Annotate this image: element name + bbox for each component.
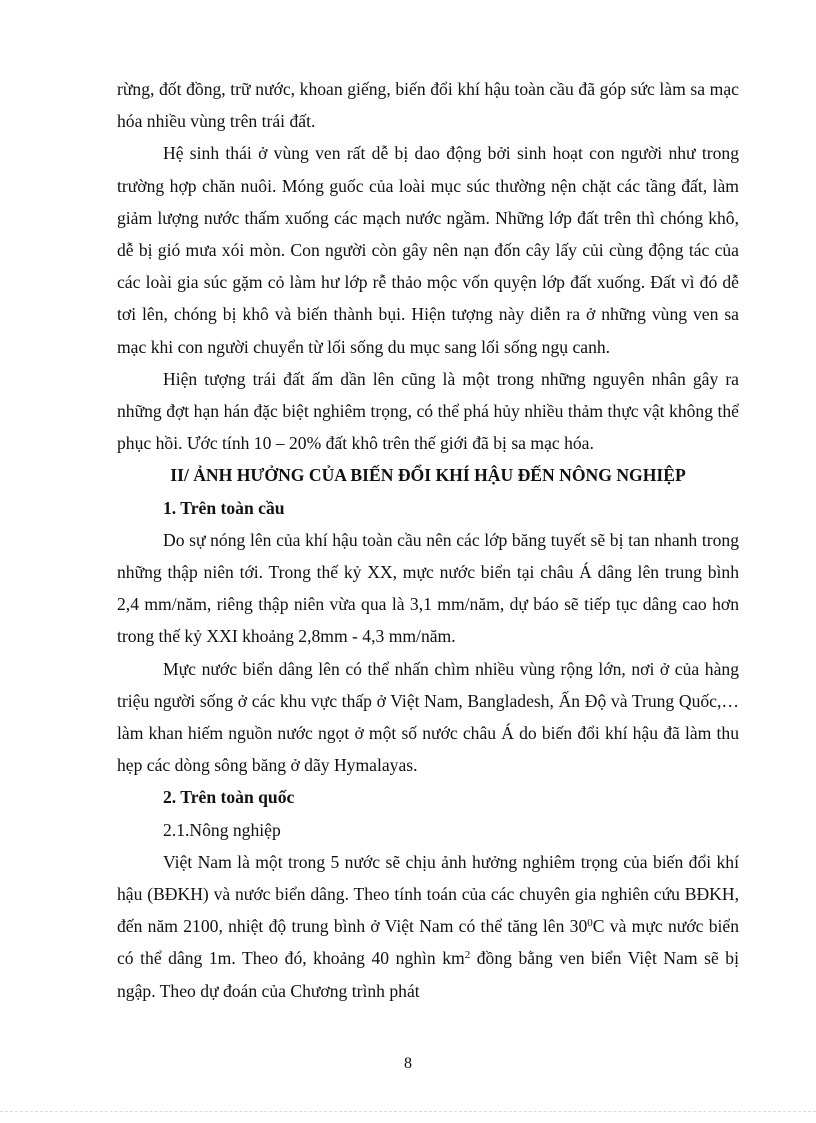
- paragraph-5: Mực nước biển dâng lên có thể nhấn chìm nhiều vùng rộng lớn, nơi ở của hàng triệu người sống ở các khu vực thấp ở Việt Nam, Bangladesh, Ấn Độ và Trung Quốc,… làm khan hiếm nguồn nước ngọt ở một số nước châu Á do biến đổi khí hậu đã làm thu hẹp các dòng sông băng ở dãy Hymalayas.: [117, 658, 739, 776]
- paragraph-3: Hiện tượng trái đất ấm dần lên cũng là một trong những nguyên nhân gây ra những đợt hạn hán đặc biệt nghiêm trọng, có thể phá hủy nhiều thảm thực vật không thể phục hồi. Ước tính 10 – 20% đất khô trên thế giới đã bị sa mạc hóa.: [117, 368, 739, 454]
- subheading-national: 2. Trên toàn quốc: [163, 787, 295, 808]
- paragraph-6-part-c: đồng bằng ven biển Việt Nam sẽ bị ngập. Theo dự đoán của Chương trình phát: [117, 948, 739, 1001]
- degree-superscript: 0: [587, 917, 593, 930]
- subheading-agriculture: 2.1.Nông nghiệp: [163, 819, 281, 840]
- page-content: [117, 73, 739, 1007]
- paragraph-2: Hệ sinh thái ở vùng ven rất dễ bị dao động bởi sinh hoạt con người như trong trường hợp chăn nuôi. Móng guốc của loài mục súc thường nện chặt các tầng đất, làm giảm lượng nước thấm xuống các mạch nước ngầm. Những lớp đất trên thì chóng khô, dễ bị gió mưa xói mòn. Con người còn gây nên nạn đốn cây lấy củi cùng động tác của các loài gia súc gặm cỏ làm hư lớp rễ thảo mộc vốn quyện lớp đất xuống. Đất vì đó dễ tơi lên, chóng bị khô và biến thành bụi. Hiện tượng này diễn ra ở những vùng ven sa mạc khi con người chuyển từ lối sống du mục sang lối sống ngụ canh.: [117, 143, 739, 357]
- squared-superscript: 2: [464, 949, 471, 962]
- section-heading-ii: II/ ẢNH HƯỞNG CỦA BIẾN ĐỔI KHÍ HẬU ĐẾN NÔNG NGHIỆP: [170, 465, 686, 486]
- page-bottom-divider: [0, 1111, 816, 1112]
- paragraph-6: [117, 846, 739, 1007]
- page-number: 8: [404, 1055, 412, 1072]
- paragraph-6-part-a: Việt Nam là một trong 5 nước sẽ chịu ảnh hưởng nghiêm trọng của biến đổi khí hậu (BĐKH) và nước biển dâng. Theo tính toán của các chuyên gia nghiên cứu BĐKH, đến năm 2100, nhiệt độ trung bình ở Việt Nam có thể tăng lên 30: [117, 851, 739, 937]
- paragraph-1: rừng, đốt đồng, trữ nước, khoan giếng, biến đổi khí hậu toàn cầu đã góp sức làm sa mạc hóa nhiều vùng trên trái đất.: [117, 79, 739, 132]
- subheading-global: 1. Trên toàn cầu: [163, 497, 285, 518]
- paragraph-6-part-b: C và mực nước biển có thể dâng 1m. Theo đó, khoảng 40 nghìn km: [117, 916, 740, 969]
- paragraph-4: Do sự nóng lên của khí hậu toàn cầu nên các lớp băng tuyết sẽ bị tan nhanh trong những thập niên tới. Trong thế kỷ XX, mực nước biển tại châu Á dâng lên trung bình 2,4 mm/năm, riêng thập niên vừa qua là 3,1 mm/năm, dự báo sẽ tiếp tục dâng cao hơn trong thế kỷ XXI khoảng 2,8mm - 4,3 mm/năm.: [117, 529, 739, 647]
